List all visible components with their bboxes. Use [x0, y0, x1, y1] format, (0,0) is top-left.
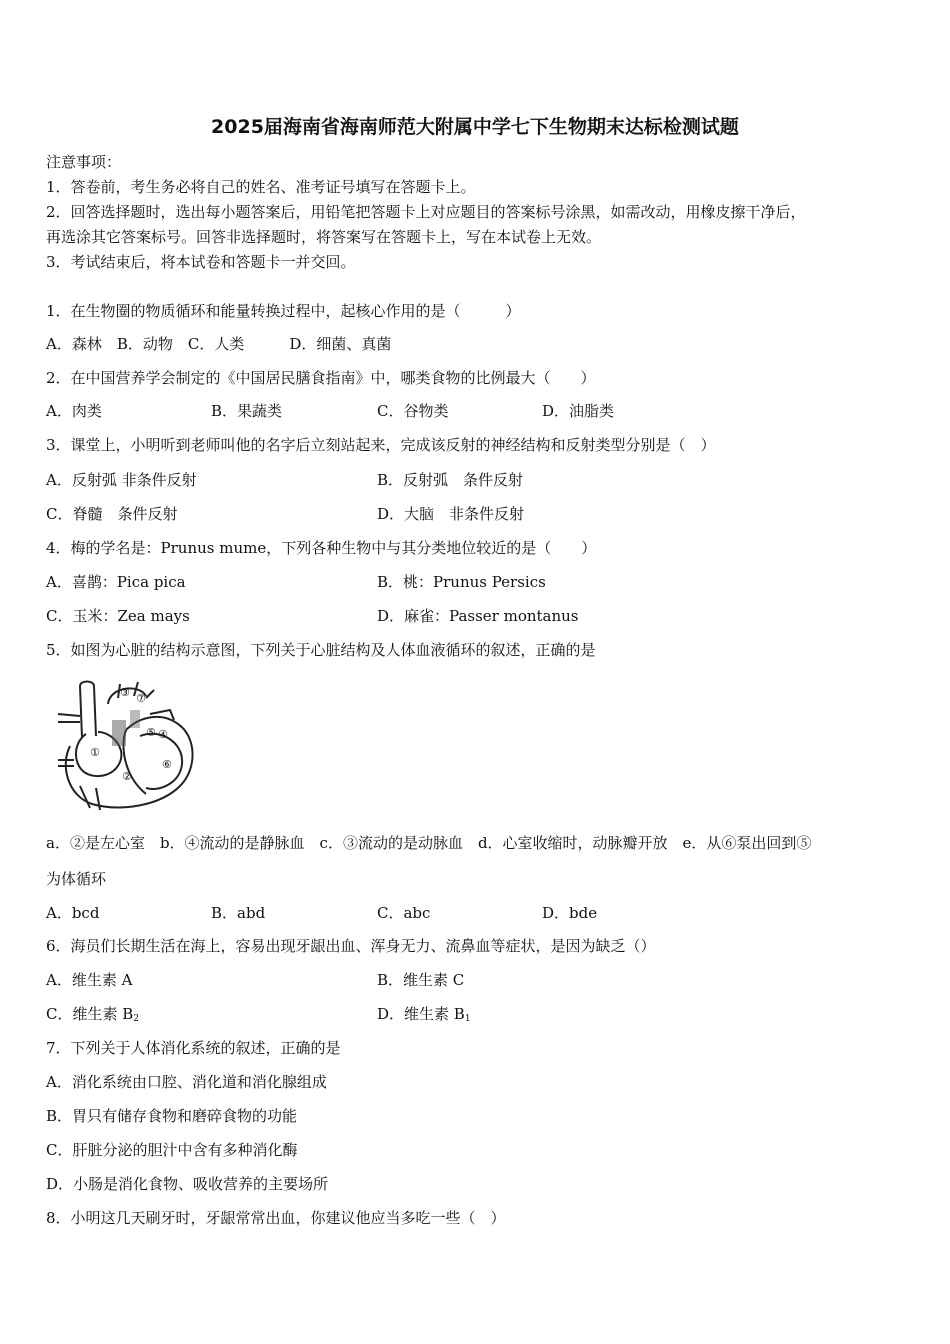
question-1-options: A．森林 B．动物 C．人类 D．细菌、真菌	[46, 335, 392, 353]
question-6-option-b: B．维生素 C	[377, 971, 465, 989]
question-6-option-d-sub: 1	[464, 1014, 471, 1024]
question-2-option-a: A．肉类	[46, 402, 102, 420]
heart-label: ②	[122, 770, 132, 783]
question-8-stem: 8．小明这几天刷牙时，牙龈常常出血，你建议他应当多吃一些（ ）	[46, 1209, 506, 1227]
question-3-option-a: A．反射弧 非条件反射	[46, 471, 197, 489]
question-5-stem: 5．如图为心脏的结构示意图，下列关于心脏结构及人体血液循环的叙述，正确的是	[46, 641, 596, 659]
question-3-option-b: B．反射弧 条件反射	[377, 471, 524, 489]
heart-label: ⑥	[162, 758, 172, 771]
question-3-stem: 3．课堂上，小明听到老师叫他的名字后立刻站起来，完成该反射的神经结构和反射类型分别是（ ）	[46, 436, 716, 454]
question-7-option-b: B．胃只有储存食物和磨碎食物的功能	[46, 1107, 298, 1125]
question-4-option-d: D．麻雀：Passer montanus	[377, 607, 579, 625]
notice-item: 2．回答选择题时，选出每小题答案后，用铅笔把答题卡上对应题目的答案标号涂黑，如需改动，用橡皮擦干净后，	[46, 203, 806, 221]
question-7-stem: 7．下列关于人体消化系统的叙述，正确的是	[46, 1039, 341, 1057]
question-7-option-c: C．肝脏分泌的胆汁中含有多种消化酶	[46, 1141, 298, 1159]
question-7-option-a: A．消化系统由口腔、消化道和消化腺组成	[46, 1073, 327, 1091]
question-5-option-d: D．bde	[542, 904, 598, 922]
question-5-option-a: A．bcd	[46, 904, 100, 922]
heart-label: ③	[120, 686, 130, 699]
question-2-option-b: B．果蔬类	[211, 402, 283, 420]
question-6-stem: 6．海员们长期生活在海上，容易出现牙龈出血、浑身无力、流鼻血等症状，是因为缺乏（）	[46, 937, 656, 955]
question-6-option-a: A．维生素 A	[46, 971, 133, 989]
question-3-option-d: D．大脑 非条件反射	[377, 505, 525, 523]
page-title: 2025届海南省海南师范大附属中学七下生物期末达标检测试题	[211, 116, 739, 138]
question-6-option-d-text: D．维生素 B	[377, 1005, 465, 1023]
notice-item: 3．考试结束后，将本试卷和答题卡一并交回。	[46, 253, 356, 271]
question-2-option-c: C．谷物类	[377, 402, 449, 420]
question-1-stem: 1．在生物圈的物质循环和能量转换过程中，起核心作用的是（ ）	[46, 302, 521, 320]
question-6-option-c-sub: 2	[133, 1014, 140, 1024]
question-3-option-c: C．脊髓 条件反射	[46, 505, 178, 523]
question-5-option-b: B．abd	[211, 904, 266, 922]
heart-label: ④	[158, 728, 168, 741]
question-5-statements-cont: 为体循环	[46, 870, 107, 888]
heart-label: ⑤	[146, 726, 156, 739]
question-2-stem: 2．在中国营养学会制定的《中国居民膳食指南》中，哪类食物的比例最大（ ）	[46, 369, 596, 387]
question-5-statements: a．②是左心室 b．④流动的是静脉血 c．③流动的是动脉血 d．心室收缩时，动脉瓣开放 e．从⑥泵出回到⑤	[46, 834, 812, 852]
question-6-option-d	[377, 1004, 471, 1029]
notice-heading: 注意事项：	[46, 153, 122, 171]
question-4-option-c: C．玉米：Zea mays	[46, 607, 190, 625]
heart-label: ①	[90, 746, 100, 759]
question-5-option-c: C．abc	[377, 904, 431, 922]
question-4-option-a: A．喜鹊：Pica pica	[46, 573, 186, 591]
question-7-option-d: D．小肠是消化食物、吸收营养的主要场所	[46, 1175, 329, 1193]
question-4-stem: 4．梅的学名是：Prunus mume，下列各种生物中与其分类地位较近的是（ ）	[46, 539, 597, 557]
question-6-option-c-text: C．维生素 B	[46, 1005, 134, 1023]
heart-label: ⑦	[136, 692, 146, 705]
question-4-option-b: B．桃：Prunus Persics	[377, 573, 546, 591]
notice-item: 1．答卷前，考生务必将自己的姓名、准考证号填写在答题卡上。	[46, 178, 476, 196]
notice-item: 再选涂其它答案标号。回答非选择题时，将答案写在答题卡上，写在本试卷上无效。	[46, 228, 602, 246]
question-6-option-c	[46, 1004, 139, 1029]
heart-diagram-image	[50, 676, 210, 816]
question-2-option-d: D．油脂类	[542, 402, 615, 420]
